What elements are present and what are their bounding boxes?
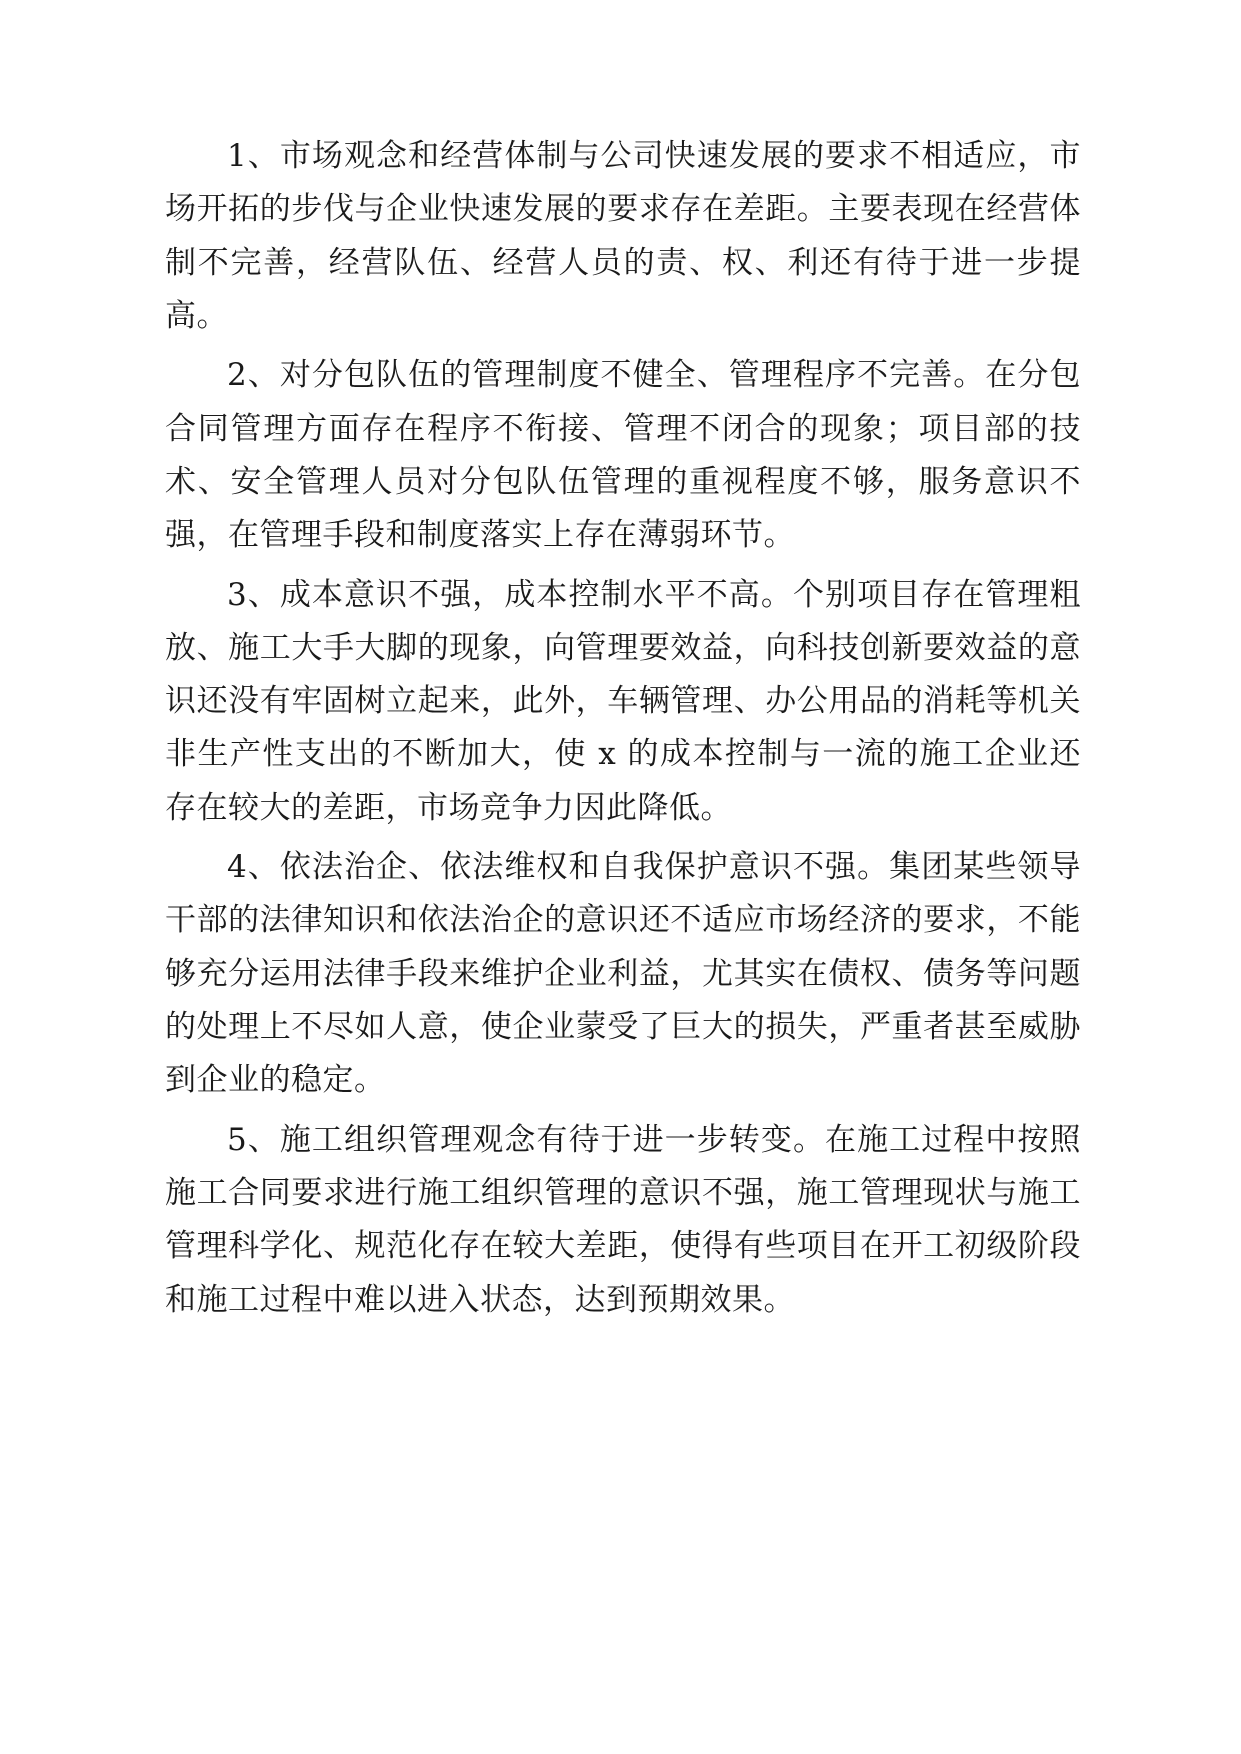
document-body <box>165 130 1081 1327</box>
paragraph-1: 1、市场观念和经营体制与公司快速发展的要求不相适应，市场开拓的步伐与企业快速发展的要求存在差距。主要表现在经营体制不完善，经营队伍、经营人员的责、权、利还有待于进一步提高。 <box>165 138 1081 334</box>
paragraph-4: 4、依法治企、依法维权和自我保护意识不强。集团某些领导干部的法律知识和依法治企的意识还不适应市场经济的要求，不能够充分运用法律手段来维护企业利益，尤其实在债权、债务等问题的处理上不尽如人意，使企业蒙受了巨大的损失，严重者甚至威胁到企业的稳定。 <box>165 849 1081 1099</box>
paragraph-3: 3、成本意识不强，成本控制水平不高。个别项目存在管理粗放、施工大手大脚的现象，向管理要效益，向科技创新要效益的意识还没有牢固树立起来，此外，车辆管理、办公用品的消耗等机关非生产性支出的不断加大，使 x 的成本控制与一流的施工企业还存在较大的差距，市场竞争力因此降低。 <box>165 576 1081 826</box>
paragraph-2: 2、对分包队伍的管理制度不健全、管理程序不完善。在分包合同管理方面存在程序不衔接、管理不闭合的现象；项目部的技术、安全管理人员对分包队伍管理的重视程度不够，服务意识不强，在管理手段和制度落实上存在薄弱环节。 <box>165 357 1081 554</box>
paragraph-5: 5、施工组织管理观念有待于进一步转变。在施工过程中按照施工合同要求进行施工组织管理的意识不强，施工管理现状与施工管理科学化、规范化存在较大差距，使得有些项目在开工初级阶段和施工过程中难以进入状态，达到预期效果。 <box>165 1121 1081 1318</box>
